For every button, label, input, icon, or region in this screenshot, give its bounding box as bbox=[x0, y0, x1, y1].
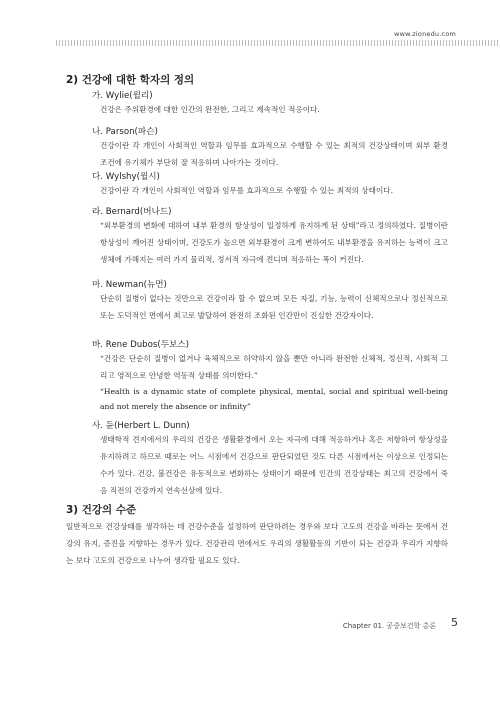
subsection-heading: 마. Newman(뉴먼) bbox=[92, 280, 167, 290]
subsection-heading: 바. Rene Dubos(두보스) bbox=[92, 340, 189, 350]
section-title: 3) 건강의 수준 bbox=[66, 504, 137, 516]
subsection-heading: 나. Parson(파슨) bbox=[92, 127, 158, 137]
paragraph: “건강은 단순히 질병이 없거나 육체적으로 허약하지 않을 뿐만 아니라 완전한 신체적, 정신적, 사회적 그리고 영적으로 안녕한 역동적 상태를 의미한다.” bbox=[100, 354, 448, 380]
paragraph: 건강이란 각 개인이 사회적인 역할과 임무를 효과적으로 수행할 수 있는 최적의 건강상태이며 외부 환경 조건에 유기체가 부단히 잘 적응하며 나아가는 것이다. bbox=[100, 141, 448, 167]
paragraph: 건강은 주위환경에 대한 인간의 완전한, 그리고 계속적인 적응이다. bbox=[100, 105, 320, 114]
footer-chapter: Chapter 01. 공중보건학 총론 bbox=[342, 622, 436, 630]
paragraph: 일반적으로 건강상태를 생각하는 데 건강수준을 설정하여 판단하려는 경우와 보다 고도의 건강을 바라는 뜻에서 건강의 유지, 증진을 지향하는 경우가 있다. 건강관리 면에서도 우리의 생활활동의 기반이 되는 건강과 우리가 지향하는 보다 고도의 건강으로 나누어 생각할 필요도 있다. bbox=[66, 522, 448, 565]
paragraph: 건강이란 각 개인이 사회적인 역할과 임무를 효과적으로 수행할 수 있는 최적의 상태이다. bbox=[100, 186, 394, 195]
paragraph: “외부환경의 변화에 대하여 내부 환경의 항상성이 일정하게 유지하게 된 상태”라고 정의하였다. 질병이란 항상성이 깨어진 상태이며, 건강도가 높으면 외부환경이 크게 변하여도 내부환경을 유지하는 능력이 크고 생체에 가해지는 여러 가지 물리적, 정서적 자극에 견디며 적응하는 폭이 커진다. bbox=[100, 221, 448, 264]
page-number: 5 bbox=[451, 616, 458, 629]
header-bar bbox=[56, 40, 500, 46]
paragraph: 단순히 질병이 없다는 것만으로 건강이라 할 수 없으며 모든 자질, 기능, 능력이 신체적으로나 정신적으로 또는 도덕적인 면에서 최고로 발달하여 완전히 조화된 인간만이 진실한 건강자이다. bbox=[100, 294, 448, 320]
subsection-heading: 다. Wylshy(윌시) bbox=[92, 172, 160, 182]
header-url: www.zionedu.com bbox=[394, 30, 456, 38]
paragraph: 생태학적 견지에서의 우리의 건강은 생활환경에서 오는 자극에 대해 적응하거나 혹은 저항하여 항상성을 유지하려고 하므로 때로는 어느 시점에서 건강으로 판단되었던 것도 다른 시점에서는 이상으로 인정되는 수가 있다. 건강, 불건강은 유동적으로 변화하는 상태이기 때문에 인간의 건강상태는 최고의 건강에서 죽음 직전의 건강까지 연속선상에 있다. bbox=[100, 435, 448, 495]
paragraph-english-quote: “Health is a dynamic state of complete physical, mental, social and spiritual well-being and not merely the absence or infinity” bbox=[100, 387, 448, 411]
subsection-heading: 라. Bernard(버나드) bbox=[92, 207, 172, 217]
subsection-heading: 사. 듄(Herbert L. Dunn) bbox=[92, 421, 190, 431]
subsection-heading: 가. Wylie(윌리) bbox=[92, 91, 153, 101]
section-title: 2) 건강에 대한 학자의 정의 bbox=[66, 74, 195, 86]
